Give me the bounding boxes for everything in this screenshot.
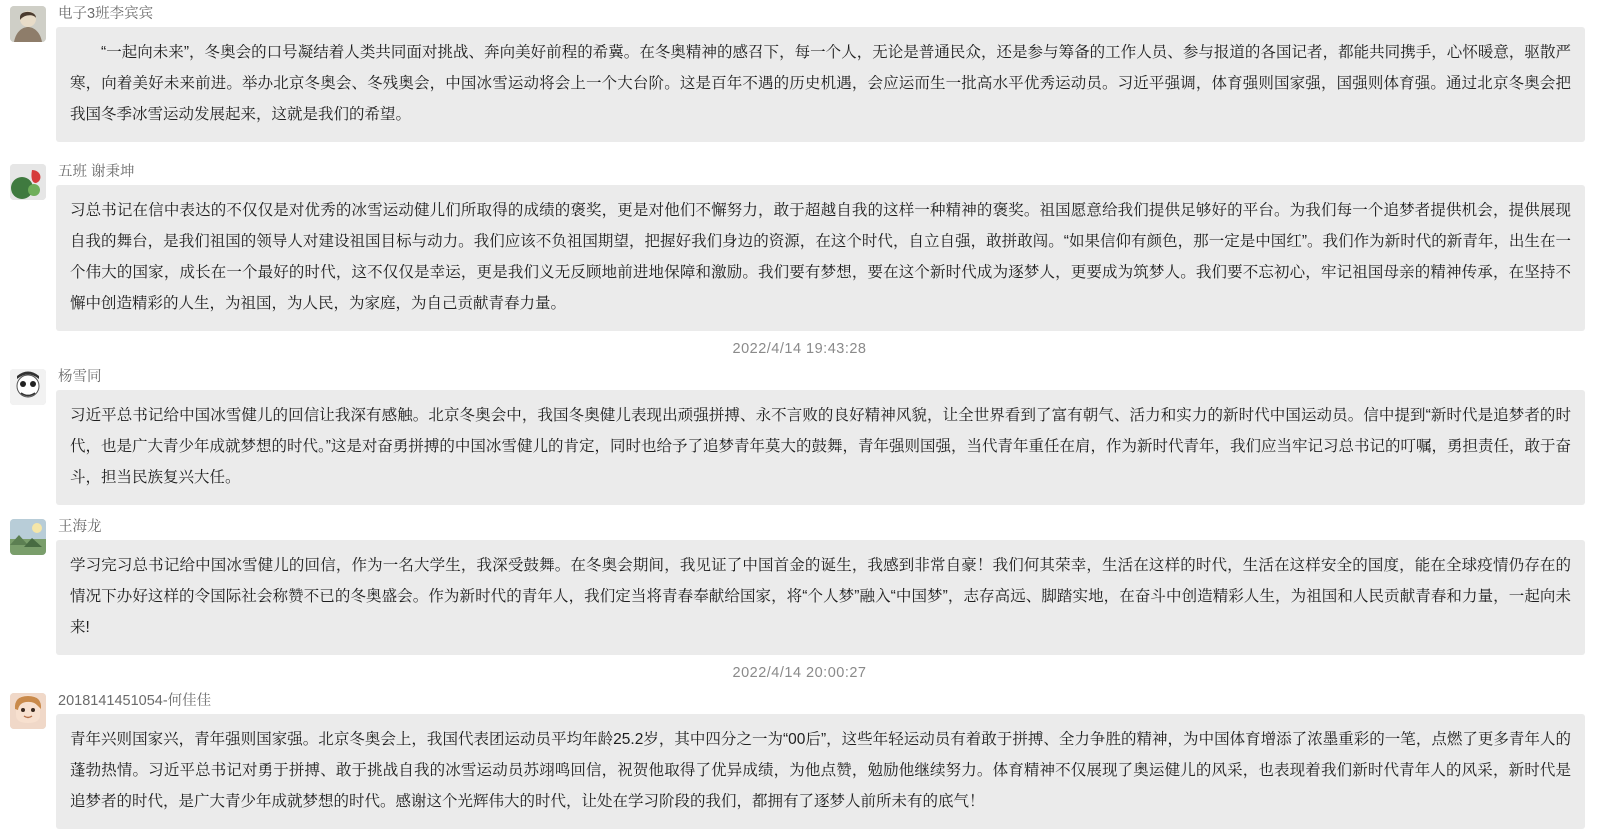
message-text: 青年兴则国家兴，青年强则国家强。北京冬奥会上，我国代表团运动员平均年龄25.2岁，其中四分之一为“00后”，这些年轻运动员有着敢于拼搏、全力争胜的精神，为中国体育增添了浓墨重彩的一笔，点燃了更多青年人的蓬勃热情。习近平总书记对勇于拼搏、敢于挑战自我的冰雪运动员苏翊鸣回信，祝贺他取得了优异成绩，为他点赞，勉励他继续努力。体育精神不仅展现了奥运健儿的风采，也表现着我们新时代青年人的风采，新时代是追梦者的时代，是广大青少年成就梦想的时代。感谢这个光辉伟大的时代，让处在学习阶段的我们，都拥有了逐梦人前所未有的底气！ [56,714,1585,829]
message-sender: 电子3班李宾宾 [58,6,154,22]
avatar[interactable] [10,693,46,729]
avatar-photo-icon [10,6,46,42]
message-text: “一起向未来”，冬奥会的口号凝结着人类共同面对挑战、奔向美好前程的希冀。在冬奥精神的感召下，每一个人，无论是普通民众，还是参与筹备的工作人员、参与报道的各国记者，都能共同携手，心怀暖意，驱散严寒，向着美好未来前进。举办北京冬奥会、冬残奥会，中国冰雪运动将会上一个大台阶。这是百年不遇的历史机遇，会应运而生一批高水平优秀运动员。习近平强调，体育强则国家强，国强则体育强。通过北京冬奥会把我国冬季冰雪运动发展起来，这就是我们的希望。 [56,27,1585,142]
avatar[interactable] [10,164,46,200]
message-text: 习近平总书记给中国冰雪健儿的回信让我深有感触。北京冬奥会中，我国冬奥健儿表现出顽强拼搏、永不言败的良好精神风貌，让全世界看到了富有朝气、活力和实力的新时代中国运动员。信中提到“新时代是追梦者的时代，也是广大青少年成就梦想的时代。”这是对奋勇拼搏的中国冰雪健儿的肯定，同时也给予了追梦青年莫大的鼓舞，青年强则国强，当代青年重任在肩，作为新时代青年，我们应当牢记习总书记的叮嘱，勇担责任，敢于奋斗，担当民族复兴大任。 [56,390,1585,505]
chat-message [0,363,1599,507]
message-body [56,162,1585,331]
avatar-photo-icon [10,369,46,405]
chat-message [0,158,1599,333]
message-body [56,367,1585,505]
message-sender: 2018141451054-何佳佳 [58,693,212,709]
timestamp: 2022/4/14 19:43:28 [732,341,867,357]
message-sender: 王海龙 [58,519,102,535]
message-sender: 杨雪同 [58,369,102,385]
spacer [0,144,1599,158]
avatar-photo-icon [10,519,46,555]
chat-message [0,0,1599,144]
message-text: 习总书记在信中表达的不仅仅是对优秀的冰雪运动健儿们所取得的成绩的褒奖，更是对他们不懈努力，敢于超越自我的这样一种精神的褒奖。祖国愿意给我们提供足够好的平台。为我们每一个追梦者提供机会，提供展现自我的舞台，是我们祖国的领导人对建设祖国目标与动力。我们应该不负祖国期望，把握好我们身边的资源，在这个时代，自立自强，敢拼敢闯。“如果信仰有颜色，那一定是中国红”。我们作为新时代的新青年，出生在一个伟大的国家，成长在一个最好的时代，这不仅仅是幸运，更是我们义无反顾地前进地保障和激励。我们要有梦想，要在这个新时代成为逐梦人，更要成为筑梦人。我们要不忘初心，牢记祖国母亲的精神传承，在坚持不懈中创造精彩的人生，为祖国，为人民，为家庭，为自己贡献青春力量。 [56,185,1585,331]
message-body [56,691,1585,829]
chat-message [0,513,1599,657]
message-body [56,517,1585,655]
message-sender: 五班 谢秉坤 [58,164,135,180]
avatar-photo-icon [10,693,46,729]
message-body [56,4,1585,142]
timestamp: 2022/4/14 20:00:27 [732,665,867,681]
chat-message [0,687,1599,831]
avatar-photo-icon [10,164,46,200]
message-text: 学习完习总书记给中国冰雪健儿的回信，作为一名大学生，我深受鼓舞。在冬奥会期间，我见证了中国首金的诞生，我感到非常自豪！我们何其荣幸，生活在这样的时代，生活在这样安全的国度，能在全球疫情仍存在的情况下办好这样的令国际社会称赞不已的冬奥盛会。作为新时代的青年人，我们定当将青春奉献给国家，将“个人梦”融入“中国梦”，志存高远、脚踏实地，在奋斗中创造精彩人生，为祖国和人民贡献青春和力量，一起向未来! [56,540,1585,655]
avatar[interactable] [10,6,46,42]
avatar[interactable] [10,369,46,405]
avatar[interactable] [10,519,46,555]
